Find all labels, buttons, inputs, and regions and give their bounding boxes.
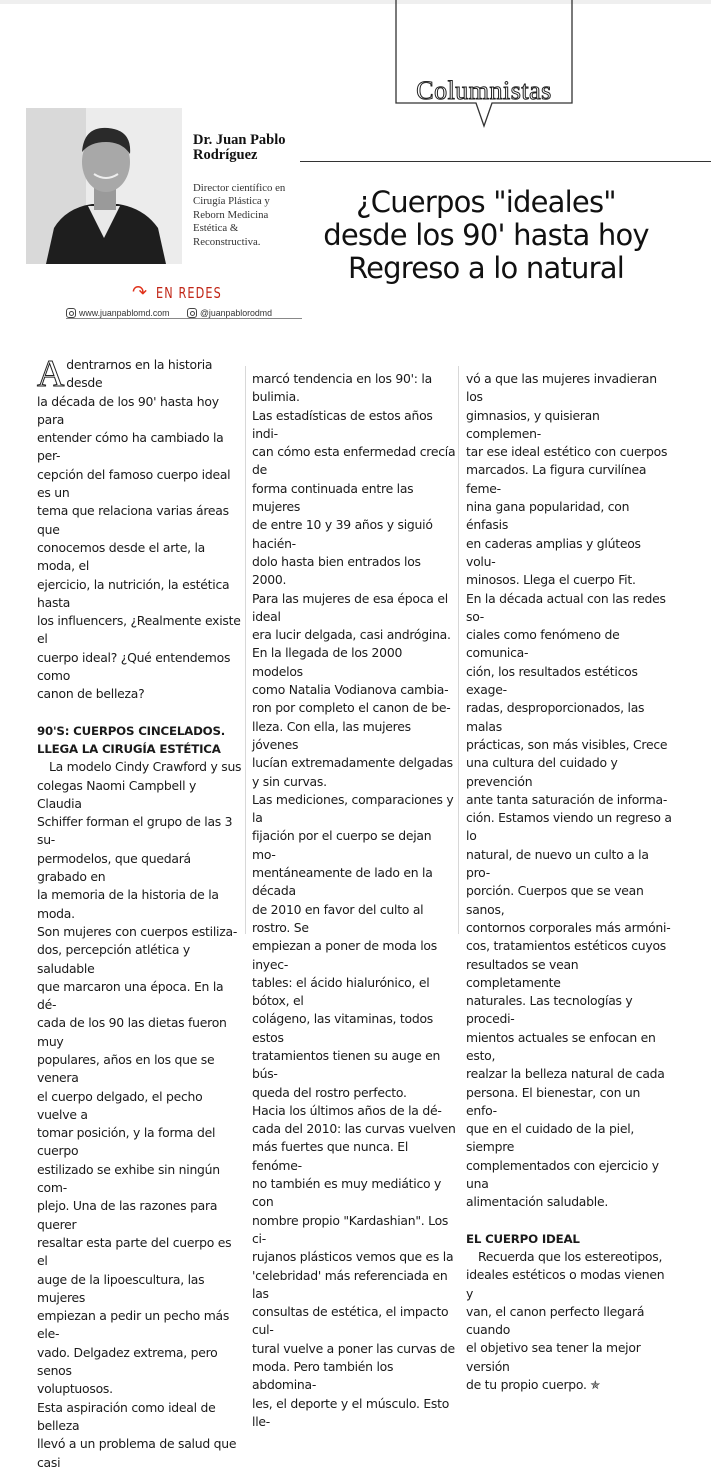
text-line: minosos. Llega el cuerpo Fit. bbox=[466, 572, 636, 588]
text-line: marcó tendencia en los 90': la bulimia. bbox=[252, 371, 432, 405]
text-line: alimentación saludable. bbox=[466, 1194, 609, 1210]
text-line: empiezan a pedir un pecho más ele- bbox=[37, 1308, 230, 1342]
redo-arrow-icon: ↷ bbox=[132, 282, 148, 302]
text-line: radas, desproporcionados, las malas bbox=[466, 700, 645, 734]
text-line: realzar la belleza natural de cada bbox=[466, 1066, 665, 1082]
text-line: era lucir delgada, casi andrógina. bbox=[252, 627, 451, 643]
text-line: En la llegada de los 2000 modelos bbox=[252, 645, 403, 679]
text-line: ciales como fenómeno de comunica- bbox=[466, 627, 620, 661]
text-line: ción. Estamos viendo un regreso a lo bbox=[466, 810, 672, 844]
top-rule bbox=[0, 0, 711, 4]
closing-paragraph bbox=[466, 1248, 672, 1394]
text-line: En la década actual con las redes so- bbox=[466, 590, 666, 624]
text-line: Para las mujeres de esa época el ideal bbox=[252, 590, 448, 624]
text-line: gimnasios, y quisieran complemen- bbox=[466, 407, 600, 441]
section-badge-frame bbox=[394, 0, 574, 130]
text-line: conocemos desde el arte, la moda, el bbox=[37, 539, 206, 574]
text-line: resaltar esta parte del cuerpo es el bbox=[37, 1234, 232, 1269]
text-line: tratamientos tienen su auge en bús- bbox=[252, 1047, 441, 1082]
paragraph-current bbox=[466, 370, 672, 1212]
text-line: populares, años en los que se venera bbox=[37, 1051, 215, 1086]
text-line: el cuerpo delgado, el pecho vuelve a bbox=[37, 1088, 203, 1122]
author-name: Dr. Juan Pablo Rodríguez bbox=[193, 132, 286, 163]
text-line: La modelo Cindy Crawford y sus bbox=[49, 759, 242, 775]
text-line: la década de los 90' hasta hoy para bbox=[37, 393, 219, 427]
text-line: les, el deporte y el músculo. Esto lle- bbox=[252, 1395, 450, 1429]
text-line: nombre propio "Kardashian". Los ci- bbox=[252, 1212, 449, 1246]
text-line: ron por completo el canon de be- bbox=[252, 700, 451, 716]
text-line: Hacia los últimos años de la dé- bbox=[252, 1102, 442, 1118]
text-line: mientos actuales se enfocan en esto, bbox=[466, 1029, 656, 1063]
website-url: www.juanpablomd.com bbox=[79, 308, 170, 318]
article-column-2 bbox=[252, 370, 456, 1431]
text-line: de entre 10 y 39 años y siguió hacién- bbox=[252, 517, 433, 551]
text-line: una cultura del cuidado y prevención bbox=[466, 755, 618, 789]
text-line: que marcaron una época. En la dé- bbox=[37, 978, 224, 1013]
spacer bbox=[466, 1212, 672, 1230]
text-line: entender cómo ha cambiado la per- bbox=[37, 430, 224, 464]
text-line: Las estadísticas de estos años indi- bbox=[252, 407, 433, 441]
article-column-3 bbox=[466, 370, 672, 1394]
text-line: moda. Pero también los abdomina- bbox=[252, 1359, 394, 1393]
text-line: vó a que las mujeres invadieran los bbox=[466, 371, 657, 405]
text-line: los influencers, ¿Realmente existe el bbox=[37, 613, 241, 647]
spacer bbox=[37, 704, 242, 722]
text-line: ideales estéticos o modas vienen y bbox=[466, 1267, 665, 1301]
headline-line-1: ¿Cuerpos "ideales" bbox=[356, 185, 616, 219]
text-line: nina gana popularidad, con énfasis bbox=[466, 499, 630, 533]
text-line: van, el canon perfecto llegará cuando bbox=[466, 1303, 645, 1338]
text-line: de 2010 en favor del culto al rostro. Se bbox=[252, 901, 424, 935]
section-title: Columnistas bbox=[416, 76, 552, 105]
web-icon bbox=[66, 308, 76, 318]
text-line: consultas de estética, el impacto cul- bbox=[252, 1304, 449, 1338]
text-line: naturales. Las tecnologías y procedi- bbox=[466, 993, 633, 1027]
headline-line-2: desde los 90' hasta hoy bbox=[323, 218, 649, 252]
headline-line-3: Regreso a lo natural bbox=[348, 251, 624, 285]
text-line: lleza. Con ella, las mujeres jóvenes bbox=[252, 718, 411, 752]
text-line: dos, percepción atlética y saludable bbox=[37, 942, 191, 976]
text-line: complementados con ejercicio y una bbox=[466, 1157, 659, 1192]
paragraph-90s bbox=[37, 758, 242, 1472]
text-line: y sin curvas. bbox=[252, 773, 327, 789]
text-line: tural vuelve a poner las curvas de bbox=[252, 1340, 455, 1356]
text-line: natural, de nuevo un culto a la pro- bbox=[466, 846, 649, 881]
section-badge bbox=[394, 0, 574, 130]
author-role: Director científico en Cirugía Plástica y Reborn Medicina Estética & Reconstructiva. bbox=[193, 182, 286, 248]
text-line: cuerpo ideal? ¿Qué entendemos como bbox=[37, 649, 231, 684]
text-line: tables: el ácido hialurónico, el bótox, el bbox=[252, 974, 430, 1009]
text-line: tar ese ideal estético con cuerpos bbox=[466, 444, 668, 460]
text-line: Las mediciones, comparaciones y la bbox=[252, 791, 454, 826]
column-divider-1 bbox=[245, 366, 246, 934]
text-line: 'celebridad' más referenciada en las bbox=[252, 1267, 448, 1301]
text-line: canon de belleza? bbox=[37, 686, 145, 702]
social-heading bbox=[132, 281, 252, 305]
text-line: cada del 2010: las curvas vuelven bbox=[252, 1121, 456, 1137]
text-line: dolo hasta bien entrados los 2000. bbox=[252, 553, 421, 588]
text-line: no también es muy mediático y con bbox=[252, 1176, 442, 1210]
header-rule bbox=[300, 161, 711, 162]
text-line: can cómo esta enfermedad crecía de bbox=[252, 444, 456, 478]
text-line: tema que relaciona varias áreas que bbox=[37, 503, 229, 537]
subtitle-90s-line-1: 90'S: CUERPOS CINCELADOS. bbox=[37, 723, 226, 738]
social-underline bbox=[66, 318, 302, 319]
text-line: más fuertes que nunca. El fenóme- bbox=[252, 1139, 409, 1173]
text-line: rujanos plásticos vemos que es la bbox=[252, 1249, 454, 1265]
text-line: ante tanta saturación de informa- bbox=[466, 791, 668, 807]
text-line: ción, los resultados estéticos exage- bbox=[466, 663, 638, 698]
text-line: auge de la lipoescultura, las mujeres bbox=[37, 1271, 205, 1305]
paragraph-2000s bbox=[252, 370, 456, 1431]
text-line: dentrarnos en la historia desde bbox=[66, 357, 213, 391]
text-line: forma continuada entre las mujeres bbox=[252, 480, 414, 515]
text-line: cos, tratamientos estéticos cuyos bbox=[466, 938, 666, 954]
article-headline bbox=[300, 186, 672, 285]
end-star-icon: ✯ bbox=[586, 1378, 601, 1393]
text-line: en caderas amplias y glúteos volu- bbox=[466, 535, 641, 569]
author-photo bbox=[26, 108, 182, 264]
text-line: Schiffer forman el grupo de las 3 su- bbox=[37, 814, 233, 848]
text-line: prácticas, son más visibles, Crece bbox=[466, 736, 668, 752]
text-line: llevó a un problema de salud que casi bbox=[37, 1436, 237, 1470]
text-line: colegas Naomi Campbell y Claudia bbox=[37, 777, 197, 811]
text-line: tomar posición, y la forma del cuerpo bbox=[37, 1125, 216, 1159]
text-line: mentáneamente de lado en la década bbox=[252, 865, 433, 899]
text-line: como Natalia Vodianova cambia- bbox=[252, 682, 449, 698]
text-line: ejercicio, la nutrición, la estética hasta bbox=[37, 576, 230, 610]
text-line: voluptuosos. bbox=[37, 1381, 113, 1397]
text-line: Son mujeres con cuerpos estiliza- bbox=[37, 923, 238, 939]
text-line: vado. Delgadez extrema, pero senos bbox=[37, 1344, 218, 1379]
text-line: de tu propio cuerpo. ✯ bbox=[466, 1377, 601, 1393]
text-line: persona. El bienestar, con un enfo- bbox=[466, 1084, 641, 1118]
text-line: lucían extremadamente delgadas bbox=[252, 755, 453, 771]
text-line: empiezan a poner de moda los inyec- bbox=[252, 938, 437, 972]
subtitle-ideal-body: EL CUERPO IDEAL bbox=[466, 1231, 580, 1246]
text-line: queda del rostro perfecto. bbox=[252, 1084, 407, 1100]
text-line: la memoria de la historia de la moda. bbox=[37, 887, 219, 921]
text-line: colágeno, las vitaminas, todos estos bbox=[252, 1011, 434, 1045]
author-photo-illustration bbox=[26, 108, 182, 264]
article-column-1 bbox=[37, 353, 242, 1472]
intro-paragraph bbox=[37, 353, 242, 704]
instagram-handle: @juanpablorodmd bbox=[200, 308, 273, 318]
text-line: fijación por el cuerpo se dejan mo- bbox=[252, 828, 432, 862]
text-line: el objetivo sea tener la mejor versión bbox=[466, 1340, 641, 1374]
social-heading-label: EN REDES bbox=[156, 284, 222, 302]
text-line: Esta aspiración como ideal de belleza bbox=[37, 1399, 216, 1433]
text-line: Recuerda que los estereotipos, bbox=[478, 1248, 663, 1264]
text-line: estilizado se exhibe sin ningún com- bbox=[37, 1161, 220, 1196]
text-line: plejo. Una de las razones para querer bbox=[37, 1198, 218, 1232]
instagram-icon bbox=[187, 308, 197, 318]
text-line: porción. Cuerpos que se vean sanos, bbox=[466, 883, 644, 917]
text-line: cada de los 90 las dietas fueron muy bbox=[37, 1015, 227, 1049]
text-line: marcados. La figura curvilínea feme- bbox=[466, 462, 647, 496]
text-line: cepción del famoso cuerpo ideal es un bbox=[37, 466, 231, 501]
text-line: resultados se vean completamente bbox=[466, 956, 579, 990]
column-divider-2 bbox=[458, 366, 459, 934]
subtitle-90s-line-2: LLEGA LA CIRUGÍA ESTÉTICA bbox=[37, 741, 221, 756]
text-line: contornos corporales más armóni- bbox=[466, 919, 671, 935]
text-line: permodelos, que quedará grabado en bbox=[37, 850, 191, 885]
drop-cap: A bbox=[37, 353, 65, 395]
text-line: que en el cuidado de la piel, siempre bbox=[466, 1121, 635, 1155]
